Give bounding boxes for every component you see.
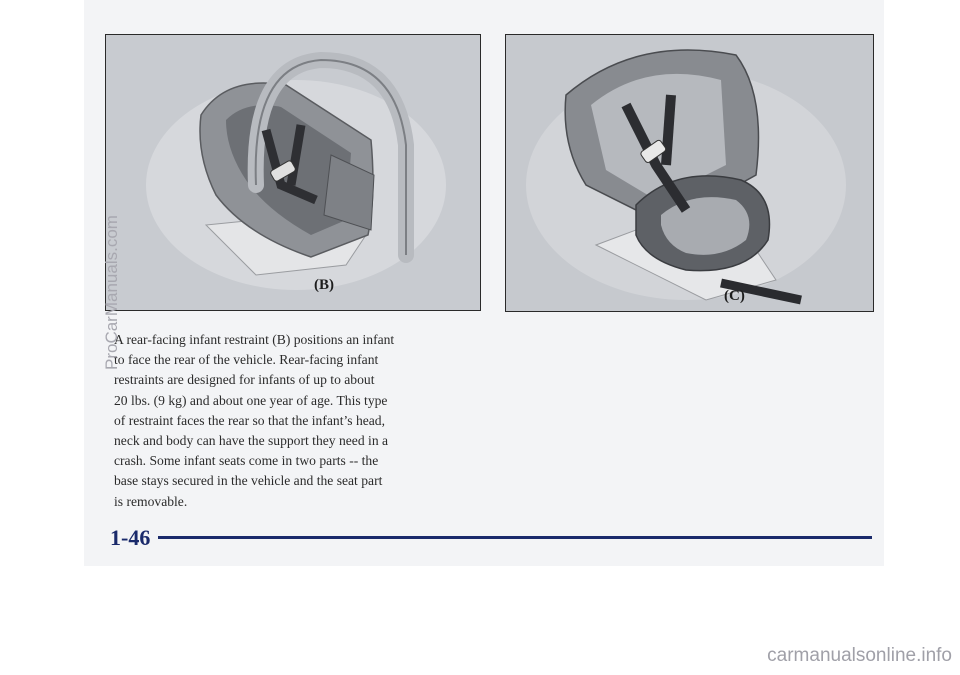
- body-line: of restraint faces the rear so that the infant’s head,: [114, 412, 386, 428]
- body-line: restraints are designed for infants of up to about: [114, 372, 375, 388]
- body-line: 20 lbs. (9 kg) and about one year of age. This type: [114, 392, 388, 408]
- page-number: 1-46: [110, 525, 151, 550]
- figure-b-label: (B): [314, 277, 334, 293]
- body-line: crash. Some infant seats come in two parts -- the: [114, 453, 379, 469]
- figure-b-infant-carrier: [105, 34, 481, 311]
- body-line: is removable.: [114, 493, 188, 509]
- figure-c-label: (C): [724, 288, 745, 304]
- body-line: A rear-facing infant restraint (B) positions an infant: [114, 332, 395, 347]
- body-paragraph: [114, 330, 494, 512]
- convertible-seat-illustration: [506, 35, 873, 311]
- side-watermark: ProCarManuals.com: [102, 215, 121, 370]
- footer-rule: [158, 536, 872, 539]
- bottom-watermark: carmanualsonline.info: [767, 645, 952, 666]
- body-line: neck and body can have the support they need in a: [114, 433, 389, 449]
- body-line: base stays secured in the vehicle and the seat part: [114, 473, 383, 489]
- figure-c-convertible-seat: [505, 34, 874, 312]
- infant-carrier-illustration: [106, 35, 480, 310]
- body-line: to face the rear of the vehicle. Rear-facing infant: [114, 352, 379, 368]
